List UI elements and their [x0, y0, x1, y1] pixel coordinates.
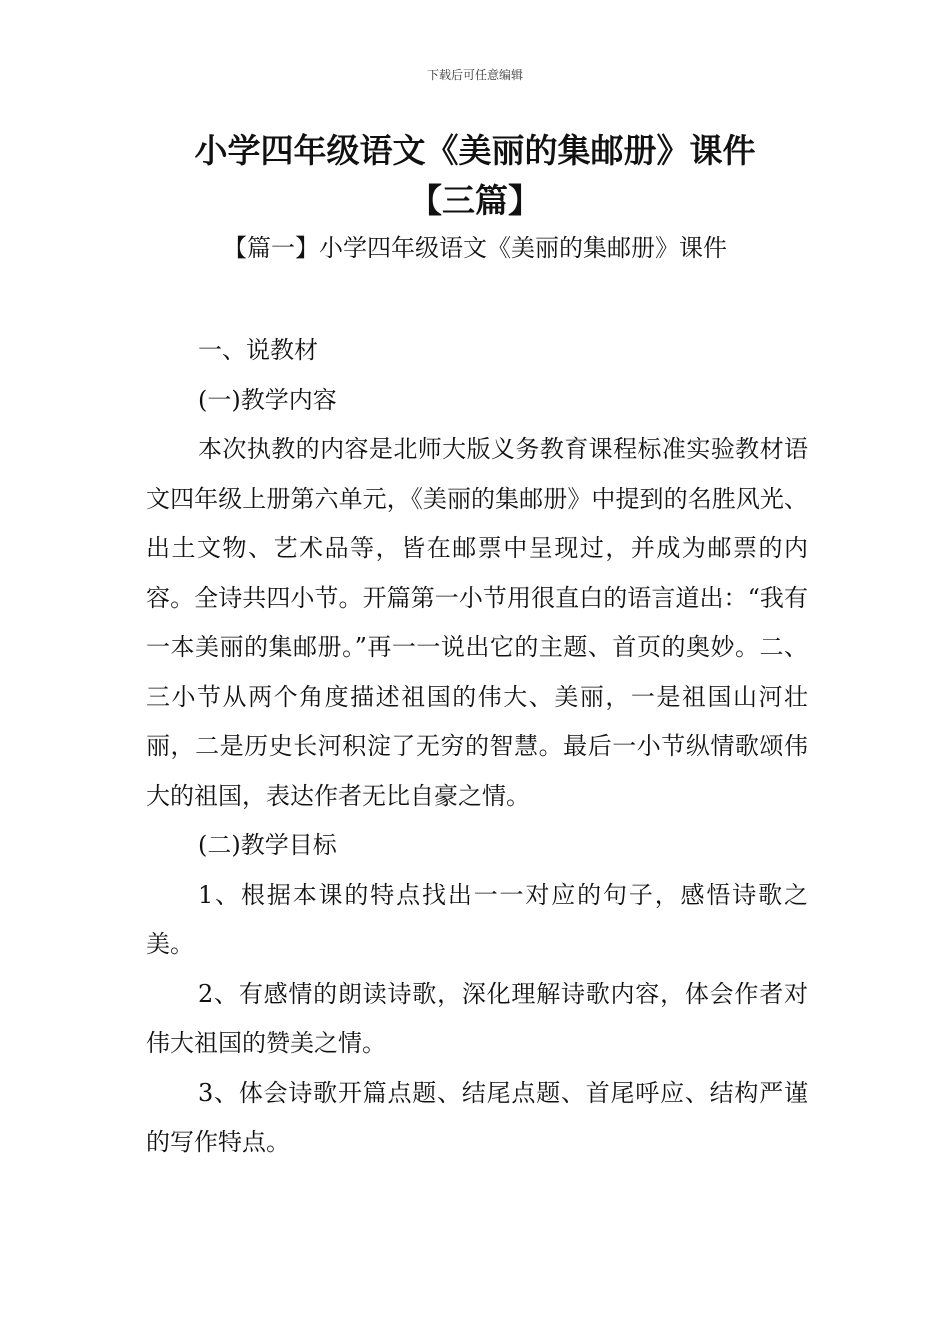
document-title-line-1: 小学四年级语文《美丽的集邮册》课件	[194, 131, 756, 170]
goal-item-2: 2、有感情的朗读诗歌，深化理解诗歌内容，体会作者对伟大祖国的赞美之情。	[146, 979, 808, 1057]
subheading-teaching-goals: (二)教学目标	[198, 831, 337, 859]
heading-shuo-jiaocai: 一、说教材	[198, 336, 318, 364]
goal-item-3: 3、体会诗歌开篇点题、结尾点题、首尾呼应、结构严谨的写作特点。	[146, 1078, 808, 1156]
document-title-line-2: 【三篇】	[409, 181, 541, 220]
header-note: 下载后可任意编辑	[426, 68, 523, 82]
section-subtitle: 【篇一】小学四年级语文《美丽的集邮册》课件	[223, 234, 727, 262]
subheading-teaching-content: (一)教学内容	[198, 385, 337, 414]
paragraph-teaching-content: 本次执教的内容是北师大版义务教育课程标准实验教材语文四年级上册第六单元，《美丽的集邮册》中提到的名胜风光、出土文物、艺术品等，皆在邮票中呈现过，并成为邮票的内容。全诗共四小节。开篇第一小节用很直白的语言道出：“我有一本美丽的集邮册。”再一一说出它的主题、首页的奥妙。二、三小节从两个角度描述祖国的伟大、美丽，一是祖国山河壮丽，二是历史长河积淀了无穷的智慧。最后一小节纵情歌颂伟大的祖国，表达作者无比自豪之情。	[146, 435, 808, 810]
goal-item-1: 1、根据本课的特点找出一一对应的句子，感悟诗歌之美。	[146, 880, 808, 958]
document-body	[146, 326, 808, 1168]
